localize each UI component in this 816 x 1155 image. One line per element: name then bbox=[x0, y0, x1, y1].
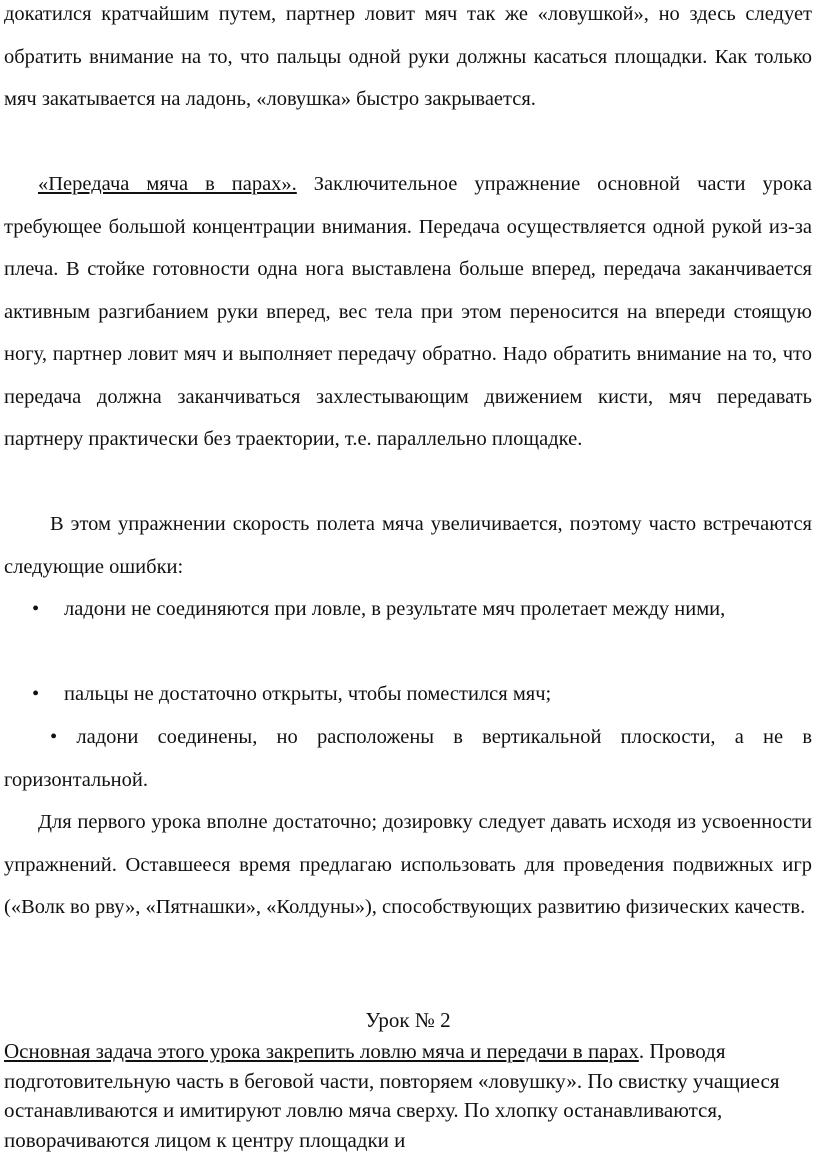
exercise-title: «Передача мяча в парах». bbox=[38, 173, 297, 195]
paragraph-lesson-2 bbox=[4, 1037, 812, 1155]
paragraph-games bbox=[4, 801, 812, 929]
bullet-icon: • bbox=[32, 598, 40, 620]
paragraph-text: . Проводя подготовительную часть в беговой части, повторяем «ловушку». По свистку учащиеся останавливаются и имитируют ловлю мяча сверху. По хлопку останавливаются, поворачиваются лицом к центру площадки и bbox=[4, 1039, 780, 1152]
list-item bbox=[4, 716, 812, 801]
paragraph-ball-catch-continued bbox=[4, 0, 812, 121]
paragraph-pair-passing bbox=[4, 163, 812, 461]
list-item-text: ладони соединены, но расположены в вертикальной плоскости, а не в горизонтальной. bbox=[4, 726, 813, 791]
bullet-icon: • bbox=[50, 726, 58, 748]
paragraph-text: В этом упражнении скорость полета мяча увеличивается, поэтому часто встречаются следующие ошибки: bbox=[4, 513, 812, 578]
list-item-text: ладони не соединяются при ловле, в результате мяч пролетает между ними, bbox=[64, 598, 726, 620]
list-item bbox=[4, 588, 812, 631]
paragraph-text: Заключительное упражнение основной части урока требующее большой концентрации внимания. Передача осуществляется одной рукой из-за плеча. В стойке готовности одна нога выставлена больше вперед, передача заканчивается активным разгибанием руки вперед, вес тела при этом переносится на впереди стоящую ногу, партнер ловит мяч и выполняет передачу обратно. Надо обратить внимание на то, что передача должна заканчиваться захлестывающим движением кисти, мяч передавать партнеру практически без траектории, т.е. параллельно площадке. bbox=[4, 173, 812, 450]
paragraph-text: докатился кратчайшим путем, партнер ловит мяч так же «ловушкой», но здесь следует обратить внимание на то, что пальцы одной руки должны касаться площадки. Как только мяч закатывается на ладонь, «ловушка» быстро закрывается. bbox=[4, 3, 812, 110]
lesson-objective: Основная задача этого урока закрепить ловлю мяча и передачи в парах bbox=[4, 1039, 639, 1063]
paragraph-errors-intro bbox=[4, 503, 812, 588]
list-item bbox=[4, 673, 812, 716]
bullet-icon: • bbox=[32, 683, 40, 705]
list-item-text: пальцы не достаточно открыты, чтобы поместился мяч; bbox=[64, 683, 552, 705]
lesson-heading: Урок № 2 bbox=[365, 1008, 451, 1032]
paragraph-text: Для первого урока вполне достаточно; дозировку следует давать исходя из усвоенности упражнений. Оставшееся время предлагаю использовать для проведения подвижных игр («Волк во рву», «Пятнашки», «Колдуны»), способствующих развитию физических качеств. bbox=[4, 811, 812, 918]
